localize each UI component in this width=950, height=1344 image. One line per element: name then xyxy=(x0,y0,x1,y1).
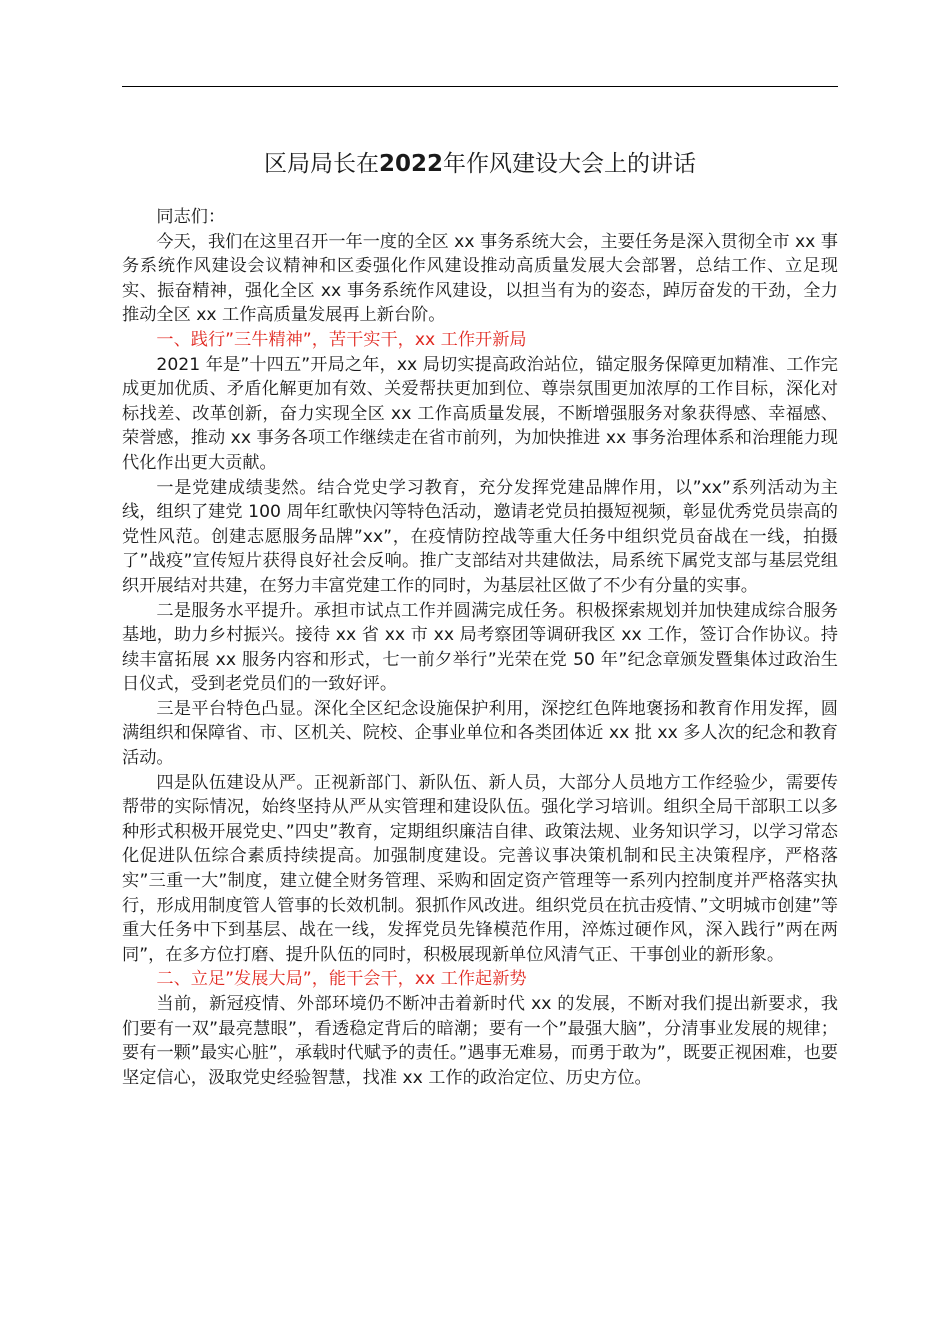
title-suffix: 年作风建设大会上的讲话 xyxy=(443,151,696,177)
salutation: 同志们： xyxy=(156,207,226,227)
page-title xyxy=(122,146,838,182)
paragraph-current-situation: 当前，新冠疫情、外部环境仍不断冲击着新时代 xx 的发展，不断对我们提出新要求，我们要有一双”最亮慧眼”，看透稳定背后的暗潮；要有一个”最强大脑”，分清事业发展的规律；要有一颗”最实心脏”，承载时代赋予的责任。”遇事无难易，而勇于敢为”，既要正视困难，也要坚定信心，汲取党史经验智慧，找准 xx 工作的政治定位、历史方位。 xyxy=(122,994,838,1088)
document-body xyxy=(122,205,838,1090)
paragraph-service-level: 二是服务水平提升。承担市试点工作并圆满完成任务。积极探索规划并加快建成综合服务基地，助力乡村振兴。接待 xx 省 xx 市 xx 局考察团等调研我区 xx 工作，签订合作协议。持续丰富拓展 xx 服务内容和形式，七一前夕举行”光荣在党 50 年”纪念章颁发暨集体过政治生日仪式，受到老党员们的一致好评。 xyxy=(122,600,838,695)
section-heading-1: 一、践行”三牛精神”，苦干实干，xx 工作开新局 xyxy=(156,329,527,350)
paragraph-2021-overview: 2021 年是”十四五”开局之年，xx 局切实提高政治站位，锚定服务保障更加精准、工作完成更加优质、矛盾化解更加有效、关爱帮扶更加到位、尊崇氛围更加浓厚的工作目标，深化对标找差、改革创新，奋力实现全区 xx 工作高质量发展，不断增强服务对象获得感、幸福感、荣誉感，推动 xx 事务各项工作继续走在省市前列，为加快推进 xx 事务治理体系和治理能力现代化作出更大贡献。 xyxy=(122,354,838,473)
paragraph-team-building: 四是队伍建设从严。正视新部门、新队伍、新人员，大部分人员地方工作经验少，需要传帮带的实际情况，始终坚持从严从实管理和建设队伍。强化学习培训。组织全局干部职工以多种形式积极开展党史、”四史”教育，定期组织廉洁自律、政策法规、业务知识学习，以学习常态化促进队伍综合素质持续提高。加强制度建设。完善议事决策机制和民主决策程序，严格落实”三重一大”制度，建立健全财务管理、采购和固定资产管理等一系列内控制度并严格落实执行，形成用制度管人管事的长效机制。狠抓作风改进。组织党员在抗击疫情、”文明城市创建”等重大任务中下到基层、战在一线，发挥党员先锋模范作用，淬炼过硬作风，深入践行”两在两同”，在多方位打磨、提升队伍的同时，积极展现新单位风清气正、干事创业的新形象。 xyxy=(122,772,838,965)
header-rule xyxy=(122,86,838,87)
title-prefix: 区局局长在 xyxy=(263,151,379,177)
paragraph-party-building: 一是党建成绩斐然。结合党史学习教育，充分发挥党建品牌作用，以”xx”系列活动为主线，组织了建党 100 周年红歌快闪等特色活动，邀请老党员拍摄短视频，彰显优秀党员崇高的党性风范。创建志愿服务品牌”xx”，在疫情防控战等重大任务中组织党员奋战在一线，拍摄了”战疫”宣传短片获得良好社会反响。推广支部结对共建做法，局系统下属党支部与基层党组织开展结对共建，在努力丰富党建工作的同时，为基层社区做了不少有分量的实事。 xyxy=(122,477,838,596)
paragraph-platform: 三是平台特色凸显。深化全区纪念设施保护利用，深挖红色阵地褒扬和教育作用发挥，圆满组织和保障省、市、区机关、院校、企事业单位和各类团体近 xx 批 xx 多人次的纪念和教育活动。 xyxy=(122,698,838,769)
paragraph-intro: 今天，我们在这里召开一年一度的全区 xx 事务系统大会，主要任务是深入贯彻全市 xx 事务系统作风建设会议精神和区委强化作风建设推动高质量发展大会部署，总结工作、立足现实、振奋精神，强化全区 xx 事务系统作风建设，以担当有为的姿态，踔厉奋发的干劲，全力推动全区 xx 工作高质量发展再上新台阶。 xyxy=(122,231,838,326)
title-year: 2022 xyxy=(378,151,443,177)
section-heading-2: 二、立足”发展大局”，能干会干，xx 工作起新势 xyxy=(156,969,527,990)
